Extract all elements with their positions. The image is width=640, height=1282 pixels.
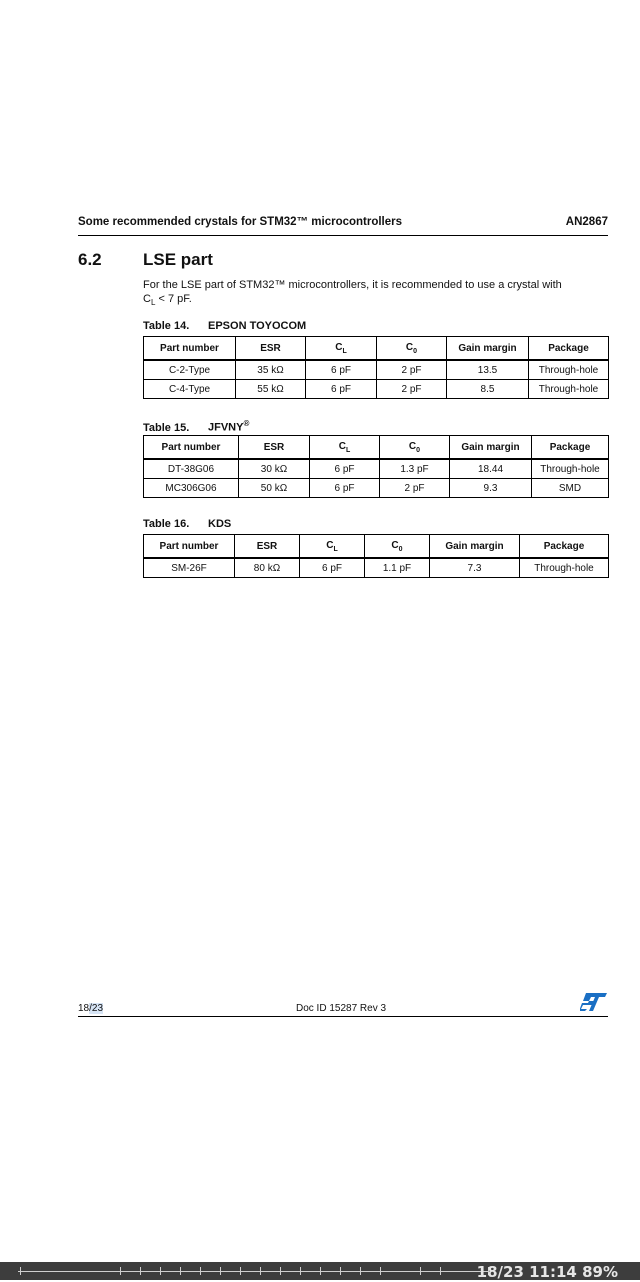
col-c0: $C_0$ [377,337,447,361]
cell-c0: 1.3 pF [380,459,450,479]
cell-part: DT-38G06 [144,459,239,479]
page-number: 18/23 [78,1003,104,1014]
intro-tail: < 7 pF. [155,293,192,305]
cell-gain: 7.3 [430,558,520,578]
progress-tick [280,1267,281,1275]
cell-part: MC306G06 [144,479,239,498]
table-row [144,380,609,399]
table-row [144,479,609,498]
cell-esr: 80 kΩ [235,558,300,578]
progress-tick [140,1267,141,1275]
table-title: JFVNY [208,421,244,434]
page-header [78,215,608,236]
progress-tick [20,1267,21,1275]
footer-doc-id: Doc ID 15287 Rev 3 [296,1003,387,1014]
cell-esr: 30 kΩ [239,459,310,479]
table-title: EPSON TOYOCOM [208,320,307,332]
table-header-row [144,535,609,559]
col-package: Package [529,337,609,361]
cell-c0: 2 pF [380,479,450,498]
col-gain-margin: Gain margin [430,535,520,559]
cell-part: C-2-Type [144,360,236,380]
col-package: Package [520,535,609,559]
table-number: Table 14. [143,320,190,332]
col-esr: ESR [236,337,306,361]
table-kds [143,534,609,578]
col-gain-margin: Gain margin [450,436,532,460]
table-row [144,459,609,479]
intro-line: For the LSE part of STM32™ microcontrollers, it is recommended to use a crystal with [143,279,562,291]
progress-tick [180,1267,181,1275]
col-c0: $C_0$ [365,535,430,559]
page-total-link[interactable]: /23 [89,1003,104,1014]
cell-gain: 13.5 [447,360,529,380]
table-row [144,360,609,380]
progress-tick [420,1267,421,1275]
page-footer [78,998,608,1017]
cell-c0: 1.1 pF [365,558,430,578]
col-part-number: Part number [144,535,235,559]
progress-tick [320,1267,321,1275]
section-title: LSE part [143,250,213,269]
cell-package: Through-hole [520,558,609,578]
col-gain-margin: Gain margin [447,337,529,361]
cell-package: Through-hole [532,459,609,479]
cell-part: SM-26F [144,558,235,578]
cell-package: Through-hole [529,360,609,380]
cell-gain: 9.3 [450,479,532,498]
progress-tick [220,1267,221,1275]
registered-mark: ® [243,419,250,428]
cell-esr: 50 kΩ [239,479,310,498]
progress-tick [440,1267,441,1275]
cell-cl: 6 pF [310,459,380,479]
section-number: 6.2 [78,250,102,269]
table-caption-15 [143,419,249,434]
table-caption-16 [143,518,231,530]
progress-tick [240,1267,241,1275]
progress-tick [160,1267,161,1275]
progress-tick [380,1267,381,1275]
col-part-number: Part number [144,436,239,460]
status-info: 18/23 11:14 89% [476,1263,618,1281]
progress-tick [200,1267,201,1275]
cell-cl: 6 pF [306,380,377,399]
table-header-row [144,436,609,460]
progress-tick [340,1267,341,1275]
header-doc-title: Some recommended crystals for STM32™ microcontrollers [78,216,403,228]
table-epson-toyocom [143,336,609,399]
st-logo-icon [580,992,608,1015]
cell-c0: 2 pF [377,360,447,380]
progress-tick [300,1267,301,1275]
progress-tick [260,1267,261,1275]
progress-tick [360,1267,361,1275]
table-number: Table 15. [143,421,190,434]
reader-status-bar [0,1262,640,1280]
table-caption-14 [143,320,306,332]
cell-gain: 8.5 [447,380,529,399]
col-cl: $C_L$ [306,337,377,361]
table-header-row [144,337,609,361]
cell-c0: 2 pF [377,380,447,399]
cell-package: SMD [532,479,609,498]
progress-tick [120,1267,121,1275]
col-package: Package [532,436,609,460]
cell-esr: 55 kΩ [236,380,306,399]
table-row [144,558,609,578]
intro-sub: L [150,298,156,308]
cell-gain: 18.44 [450,459,532,479]
table-number: Table 16. [143,518,190,530]
intro-c: C [143,293,151,305]
cell-esr: 35 kΩ [236,360,306,380]
col-cl: $C_L$ [300,535,365,559]
section-intro [143,278,608,310]
cell-cl: 6 pF [306,360,377,380]
cell-cl: 6 pF [310,479,380,498]
header-doc-id: AN2867 [565,216,608,228]
cell-cl: 6 pF [300,558,365,578]
col-esr: ESR [235,535,300,559]
cell-part: C-4-Type [144,380,236,399]
col-c0: $C_0$ [380,436,450,460]
cell-package: Through-hole [529,380,609,399]
reading-progress-track[interactable] [18,1271,488,1272]
col-esr: ESR [239,436,310,460]
table-jfvny [143,435,609,498]
col-part-number: Part number [144,337,236,361]
col-cl: $C_L$ [310,436,380,460]
table-title: KDS [208,518,232,530]
